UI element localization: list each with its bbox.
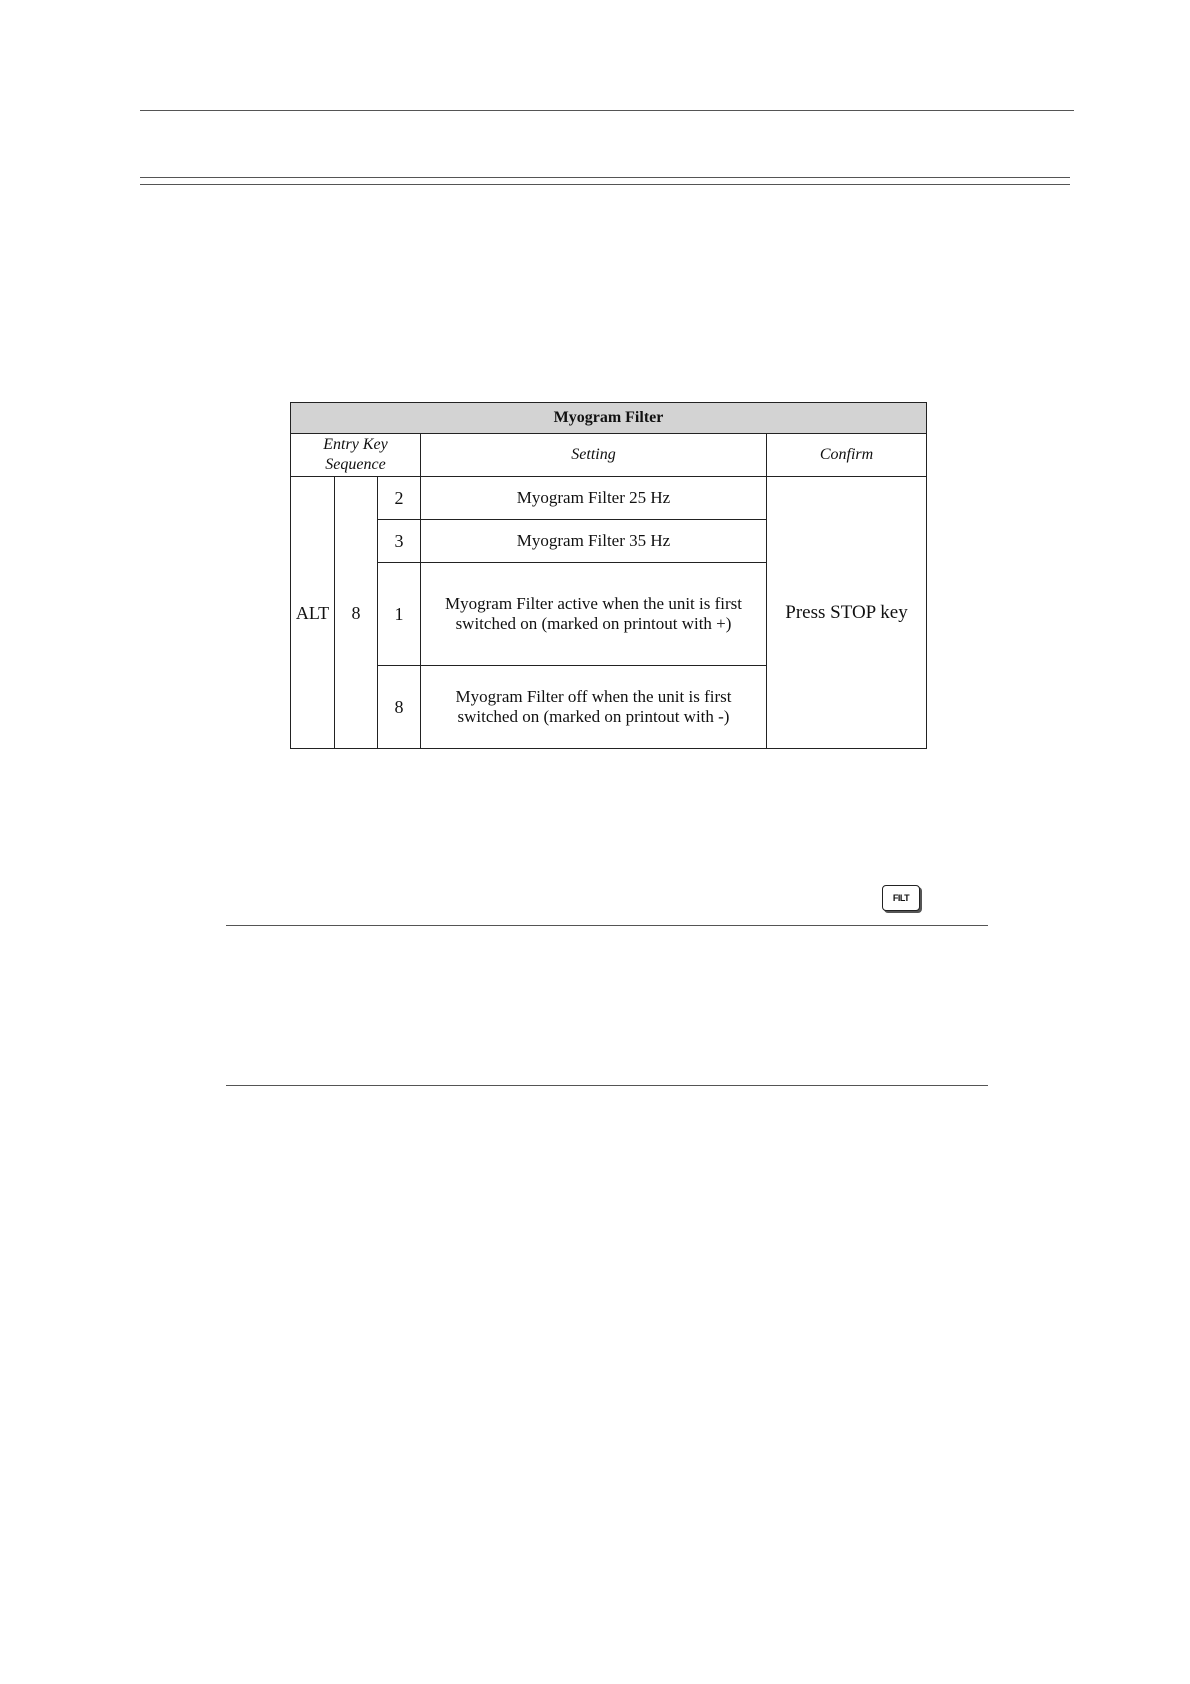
note-rule-top [226,925,988,926]
header-rule [140,110,1074,111]
row-key: 8 [378,666,421,749]
confirm-action: Press STOP key [767,477,927,749]
header-entry-key-sequence: Entry Key Sequence [291,434,421,477]
key-alt: ALT [291,477,335,749]
row-key: 3 [378,520,421,563]
table-title: Myogram Filter [291,403,927,434]
table-row [291,477,927,520]
row-setting: Myogram Filter off when the unit is first switched on (marked on printout with -) [421,666,767,749]
myogram-filter-table [290,402,927,749]
note-rule-bottom [226,1085,988,1086]
row-setting: Myogram Filter 25 Hz [421,477,767,520]
row-setting: Myogram Filter 35 Hz [421,520,767,563]
filt-key-icon [882,885,920,911]
header-double-rule-lower [140,184,1070,185]
row-key: 1 [378,563,421,666]
filt-key-label: FILT [892,893,910,903]
header-setting: Setting [421,434,767,477]
row-key: 2 [378,477,421,520]
header-confirm: Confirm [767,434,927,477]
key-8: 8 [335,477,378,749]
header-double-rule-upper [140,177,1070,178]
row-setting: Myogram Filter active when the unit is first switched on (marked on printout with +) [421,563,767,666]
